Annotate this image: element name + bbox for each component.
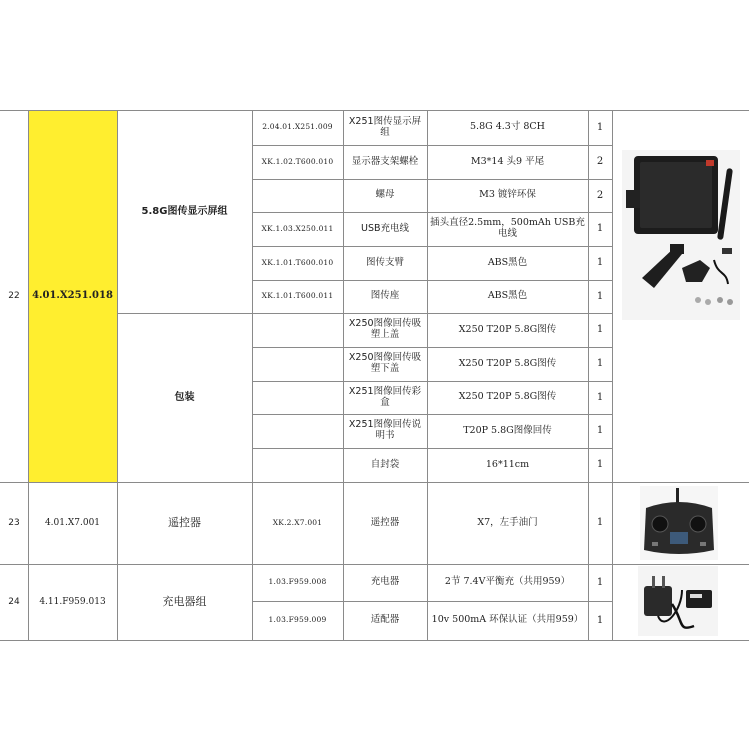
part-qty: 1	[596, 391, 604, 403]
part-spec: 10v 500mA 环保认证（共用959）	[431, 614, 584, 626]
group-name: 遥控器	[168, 515, 201, 529]
group-name: 包装	[174, 391, 195, 403]
part-qty: 1	[596, 459, 604, 471]
part-spec: X250 T20P 5.8G图传	[458, 323, 557, 335]
part-name: X250图像回传吸塑下盖	[348, 352, 422, 374]
part-spec: 2节 7.4V平衡充（共用959）	[444, 576, 571, 588]
part-spec: 插头直径2.5mm，500mAh USB充电线	[430, 217, 585, 239]
part-name: 螺母	[375, 189, 395, 201]
part-qty: 1	[596, 517, 604, 529]
part-qty: 1	[596, 576, 604, 588]
part-code: 1.03.F959.008	[268, 577, 327, 587]
part-spec: 16*11cm	[485, 458, 530, 470]
part-name: 适配器	[370, 614, 400, 626]
part-qty: 1	[596, 121, 604, 133]
part-name: 充电器	[370, 576, 400, 588]
part-spec: X7，左手油门	[477, 516, 538, 528]
part-qty: 2	[596, 156, 604, 168]
part-qty: 1	[596, 358, 604, 370]
part-name: USB充电线	[360, 222, 409, 234]
part-qty: 1	[596, 290, 604, 302]
part-code	[252, 313, 343, 347]
part-code: XK.1.02.T600.010	[261, 156, 334, 166]
part-qty: 2	[596, 189, 604, 201]
part-code	[252, 347, 343, 381]
part-spec: M3 镀锌环保	[479, 189, 536, 201]
part-name: X251图像回传说明书	[348, 419, 422, 441]
assembly-code: 4.11.F959.013	[39, 596, 106, 607]
part-code	[252, 381, 343, 414]
part-name: 图传座	[370, 290, 400, 302]
row-number: 24	[8, 596, 20, 607]
part-name: 遥控器	[370, 516, 400, 528]
part-qty: 1	[596, 257, 604, 269]
part-spec: M3*14 头9 平尾	[470, 155, 545, 167]
charger-photo	[638, 566, 718, 636]
monitor-kit-photo	[622, 150, 740, 320]
part-code: 1.03.F959.009	[268, 615, 327, 625]
part-spec: X250 T20P 5.8G图传	[458, 357, 557, 369]
row-number: 23	[8, 517, 20, 528]
group-name: 充电器组	[162, 594, 207, 608]
table-bottom-border	[0, 640, 749, 641]
part-qty: 1	[596, 425, 604, 437]
part-spec: X250 T20P 5.8G图传	[458, 391, 557, 403]
group-name: 5.8G图传显示屏组	[141, 205, 228, 217]
part-code: XK.1.01.T600.011	[261, 291, 334, 301]
part-name: X251图像回传彩盒	[348, 385, 422, 408]
part-name: 自封袋	[370, 458, 400, 470]
assembly-code: 4.01.X7.001	[44, 517, 101, 528]
part-code: XK.2.X7.001	[272, 517, 323, 527]
part-qty: 1	[596, 223, 604, 235]
part-code: 2.04.01.X251.009	[262, 122, 333, 132]
assembly-code: 4.01.X251.018	[32, 290, 113, 302]
part-code	[252, 179, 343, 212]
part-spec: 5.8G 4.3寸 8CH	[470, 121, 545, 133]
column-line	[612, 110, 613, 641]
row-number: 22	[8, 290, 20, 301]
part-name: 显示器支架螺栓	[351, 155, 419, 167]
part-name: X250图像回传吸塑上盖	[348, 318, 422, 340]
part-qty: 1	[596, 614, 604, 626]
part-code	[252, 414, 343, 448]
part-spec: ABS黑色	[487, 256, 528, 268]
part-spec: T20P 5.8G图像回传	[463, 424, 552, 436]
part-name: X251图传显示屏组	[348, 115, 422, 138]
part-code: XK.1.03.X250.011	[261, 223, 334, 233]
part-code: XK.1.01.T600.010	[261, 257, 334, 267]
part-code	[252, 448, 343, 482]
part-qty: 1	[596, 324, 604, 336]
transmitter-photo	[640, 486, 718, 560]
part-name: 图传支臂	[365, 256, 404, 268]
part-spec: ABS黑色	[487, 290, 528, 302]
